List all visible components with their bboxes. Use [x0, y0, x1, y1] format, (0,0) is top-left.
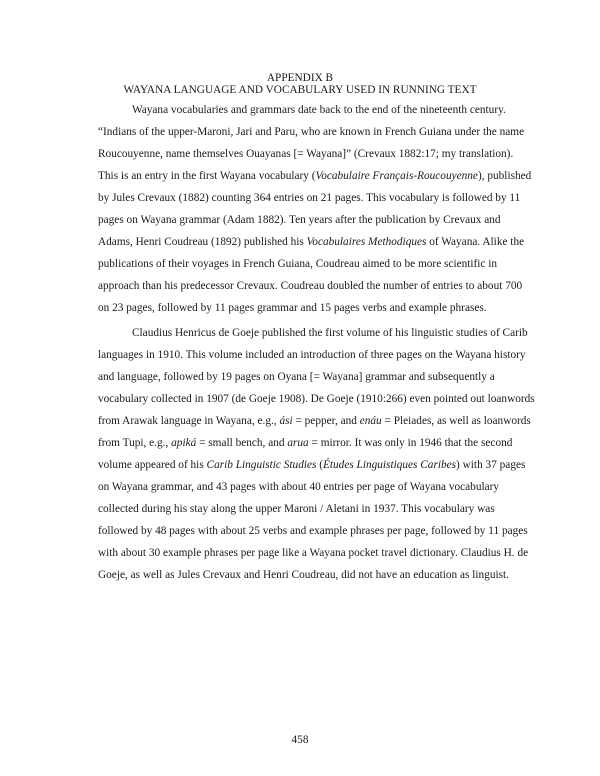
text-line: languages in 1910. This volume included an introduction of three pages on the Wayana history	[98, 349, 526, 361]
text-line: This is an entry in the first Wayana vocabulary (Vocabulaire Français-Roucouyenne), published	[98, 170, 532, 182]
text-line: and language, followed by 19 pages on Oyana [= Wayana] grammar and subsequently a	[98, 371, 495, 383]
text-line: Wayana vocabularies and grammars date back to the end of the nineteenth century.	[132, 104, 506, 116]
text-line: publications of their voyages in French Guiana, Coudreau aimed to be more scientific in	[98, 258, 498, 270]
text-line: on 23 pages, followed by 11 pages grammar and 15 pages verbs and example phrases.	[98, 302, 487, 314]
text-line: from Arawak language in Wayana, e.g., ási = pepper, and enáu = Pleiades, as well as loanwords	[98, 415, 531, 427]
text-line: on Wayana grammar, and 43 pages with about 40 entries per page of Wayana vocabulary	[98, 481, 500, 493]
text-line: Goeje, as well as Jules Crevaux and Henri Coudreau, did not have an education as linguist.	[98, 569, 509, 581]
text-line: by Jules Crevaux (1882) counting 364 entries on 21 pages. This vocabulary is followed by 11	[98, 192, 521, 204]
text-line: approach than his predecessor Crevaux. Coudreau doubled the number of entries to about 700	[98, 280, 523, 292]
text-line: Adams, Henri Coudreau (1892) published his Vocabulaires Methodiques of Wayana. Alike the	[98, 236, 525, 248]
wayana-word: arua	[287, 437, 309, 449]
text-line: Claudius Henricus de Goeje published the first volume of his linguistic studies of Carib	[132, 327, 528, 339]
text-line: pages on Wayana grammar (Adam 1882). Ten years after the publication by Crevaux and	[98, 214, 501, 226]
text-line: from Tupi, e.g., apiká = small bench, and arua = mirror. It was only in 1946 that the second	[98, 437, 513, 449]
text-line: volume appeared of his Carib Linguistic Studies (Études Linguistiques Caribes) with 37 pages	[98, 459, 526, 471]
page-number: 458	[291, 734, 309, 746]
book-title: Études Linguistiques Caribes	[322, 459, 457, 471]
book-title: Carib Linguistic Studies	[206, 459, 317, 471]
vocabulary-title: Vocabulaire Français-Roucouyenne	[315, 170, 478, 182]
text-line: collected during his stay along the upper Maroni / Aletani in 1937. This vocabulary was	[98, 503, 495, 515]
wayana-word: apiká	[171, 437, 197, 449]
text-line: “Indians of the upper-Maroni, Jari and Paru, who are known in French Guiana under the name	[98, 126, 525, 138]
vocabulary-title: Vocabulaires Methodiques	[306, 236, 427, 248]
text-line: vocabulary collected in 1907 (de Goeje 1908). De Goeje (1910:266) even pointed out loanwords	[98, 393, 535, 405]
wayana-word: ási	[279, 415, 293, 427]
text-line: with about 30 example phrases per page like a Wayana pocket travel dictionary. Claudius H. de	[98, 547, 529, 559]
appendix-title: WAYANA LANGUAGE AND VOCABULARY USED IN RUNNING TEXT	[123, 84, 477, 96]
text-line: followed by 48 pages with about 25 verbs and example phrases per page, followed by 11 pages	[98, 525, 528, 537]
appendix-label: APPENDIX B	[266, 72, 334, 84]
wayana-word: enáu	[359, 415, 382, 427]
text-line: Roucouyenne, name themselves Ouayanas [= Wayana]” (Crevaux 1882:17; my translation).	[98, 148, 514, 160]
